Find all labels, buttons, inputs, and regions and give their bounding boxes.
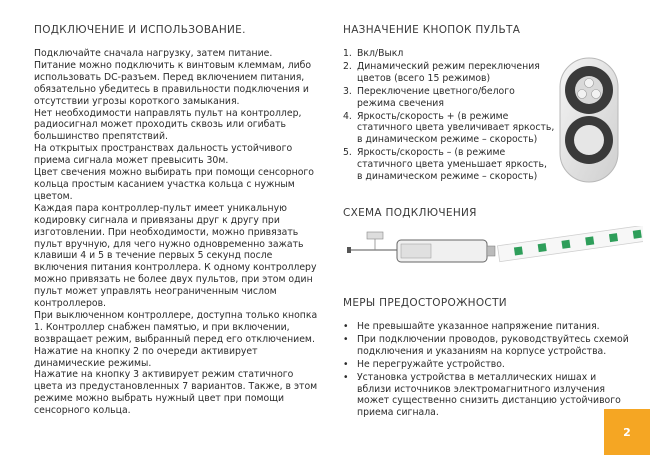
list-item [343, 111, 555, 147]
list-item [343, 48, 555, 60]
item-text: Вкл/Выкл [357, 48, 404, 59]
buttons-list [343, 48, 555, 183]
item-number: 1. [343, 48, 352, 59]
list-item [343, 372, 633, 420]
paragraph: Подключайте сначала нагрузку, затем питание. [34, 48, 273, 59]
item-number: 4. [343, 110, 352, 122]
wiring-diagram [343, 226, 643, 276]
item-text: Не перегружайте устройство. [357, 358, 505, 370]
item-text: Установка устройства в металлических нишах и вблизи источников электромагнитного излучения может существенно снизить дистанцию устойчивого приема сигнала. [357, 371, 621, 419]
item-text: Не превышайте указанное напряжение питания. [357, 321, 600, 332]
item-number: 2. [343, 60, 352, 72]
paragraph: На открытых пространствах дальность устойчивого приема сигнала может превысить 30м. [34, 143, 293, 167]
paragraph: Нет необходимости направлять пульт на контроллер, радиосигнал может проходить сквозь или огибать большинство препятствий. [34, 107, 302, 143]
paragraph: Нажатие на кнопку 2 по очереди активирует динамические режимы. [34, 345, 258, 369]
scheme-heading: СХЕМА ПОДКЛЮЧЕНИЯ [343, 207, 477, 219]
item-text: При подключении проводов, руководствуйтесь схемой подключения и указаниям на корпусе устройства. [357, 333, 629, 357]
page-number: 2 [604, 409, 650, 455]
paragraph: Питание можно подключить к винтовым клеммам, либо использовать DC-разъем. Перед включением питания, обязательно убедитесь в правильности подключения и отсутствии угрозы короткого замыкания. [34, 59, 312, 107]
paragraph: Цвет свечения можно выбирать при помощи сенсорного кольца простым касанием участка кольца с нужным цветом. [34, 167, 314, 202]
item-text: Яркость/скорость + (в режиме статичного цвета увеличивает яркость, в динамическом режиме – скорость) [357, 110, 555, 146]
item-number: 3. [343, 85, 352, 97]
item-text: Динамический режим переключения цветов (всего 15 режимов) [357, 60, 540, 84]
item-text: Переключение цветного/белого режима свечения [357, 85, 515, 109]
paragraph: При выключенном контроллере, доступна только кнопка 1. Контроллер снабжен памятью, и при включении, возвращает режим, выбранный перед его отключением. [34, 309, 318, 345]
list-item [343, 86, 555, 110]
remote-illustration [558, 56, 620, 184]
paragraph: Каждая пара контроллер-пульт имеет уникальную кодировку сигнала и привязаны друг к другу при изготовлении. При необходимости, можно привязать пульт вручную, для чего нужно одновременно зажать клавиши 4 и 5 в течение первых 5 секунд после включения питания контроллера. К одному контроллеру можно привязать не более двух пультов, при этом один пульт может управлять неограниченным числом контроллеров. [34, 202, 317, 310]
list-item [343, 147, 555, 183]
connection-text [34, 48, 320, 417]
list-item [343, 334, 633, 358]
bullet: • [343, 333, 349, 345]
buttons-heading: НАЗНАЧЕНИЕ КНОПОК ПУЛЬТА [343, 24, 521, 36]
connection-heading: ПОДКЛЮЧЕНИЕ И ИСПОЛЬЗОВАНИЕ. [34, 24, 246, 36]
item-number: 5. [343, 147, 352, 159]
list-item [343, 61, 555, 85]
list-item [343, 359, 633, 371]
bullet: • [343, 358, 349, 370]
warnings-section [343, 297, 633, 420]
bullet: • [343, 321, 349, 332]
connection-section [34, 24, 320, 417]
remote-icon [558, 56, 620, 184]
bullet: • [343, 371, 349, 383]
warnings-list [343, 321, 633, 419]
warnings-heading: МЕРЫ ПРЕДОСТОРОЖНОСТИ [343, 297, 507, 309]
list-item [343, 321, 633, 333]
paragraph: Нажатие на кнопку 3 активирует режим статичного цвета из предустановленных 7 вариантов. Также, в этом режиме можно выбрать нужный цвет при помощи сенсорного кольца. [34, 369, 318, 417]
wiring-diagram-graphic [343, 226, 643, 276]
item-text: Яркость/скорость – (в режиме статичного цвета уменьшает яркость, в динамическом режиме – скорость) [357, 147, 547, 183]
